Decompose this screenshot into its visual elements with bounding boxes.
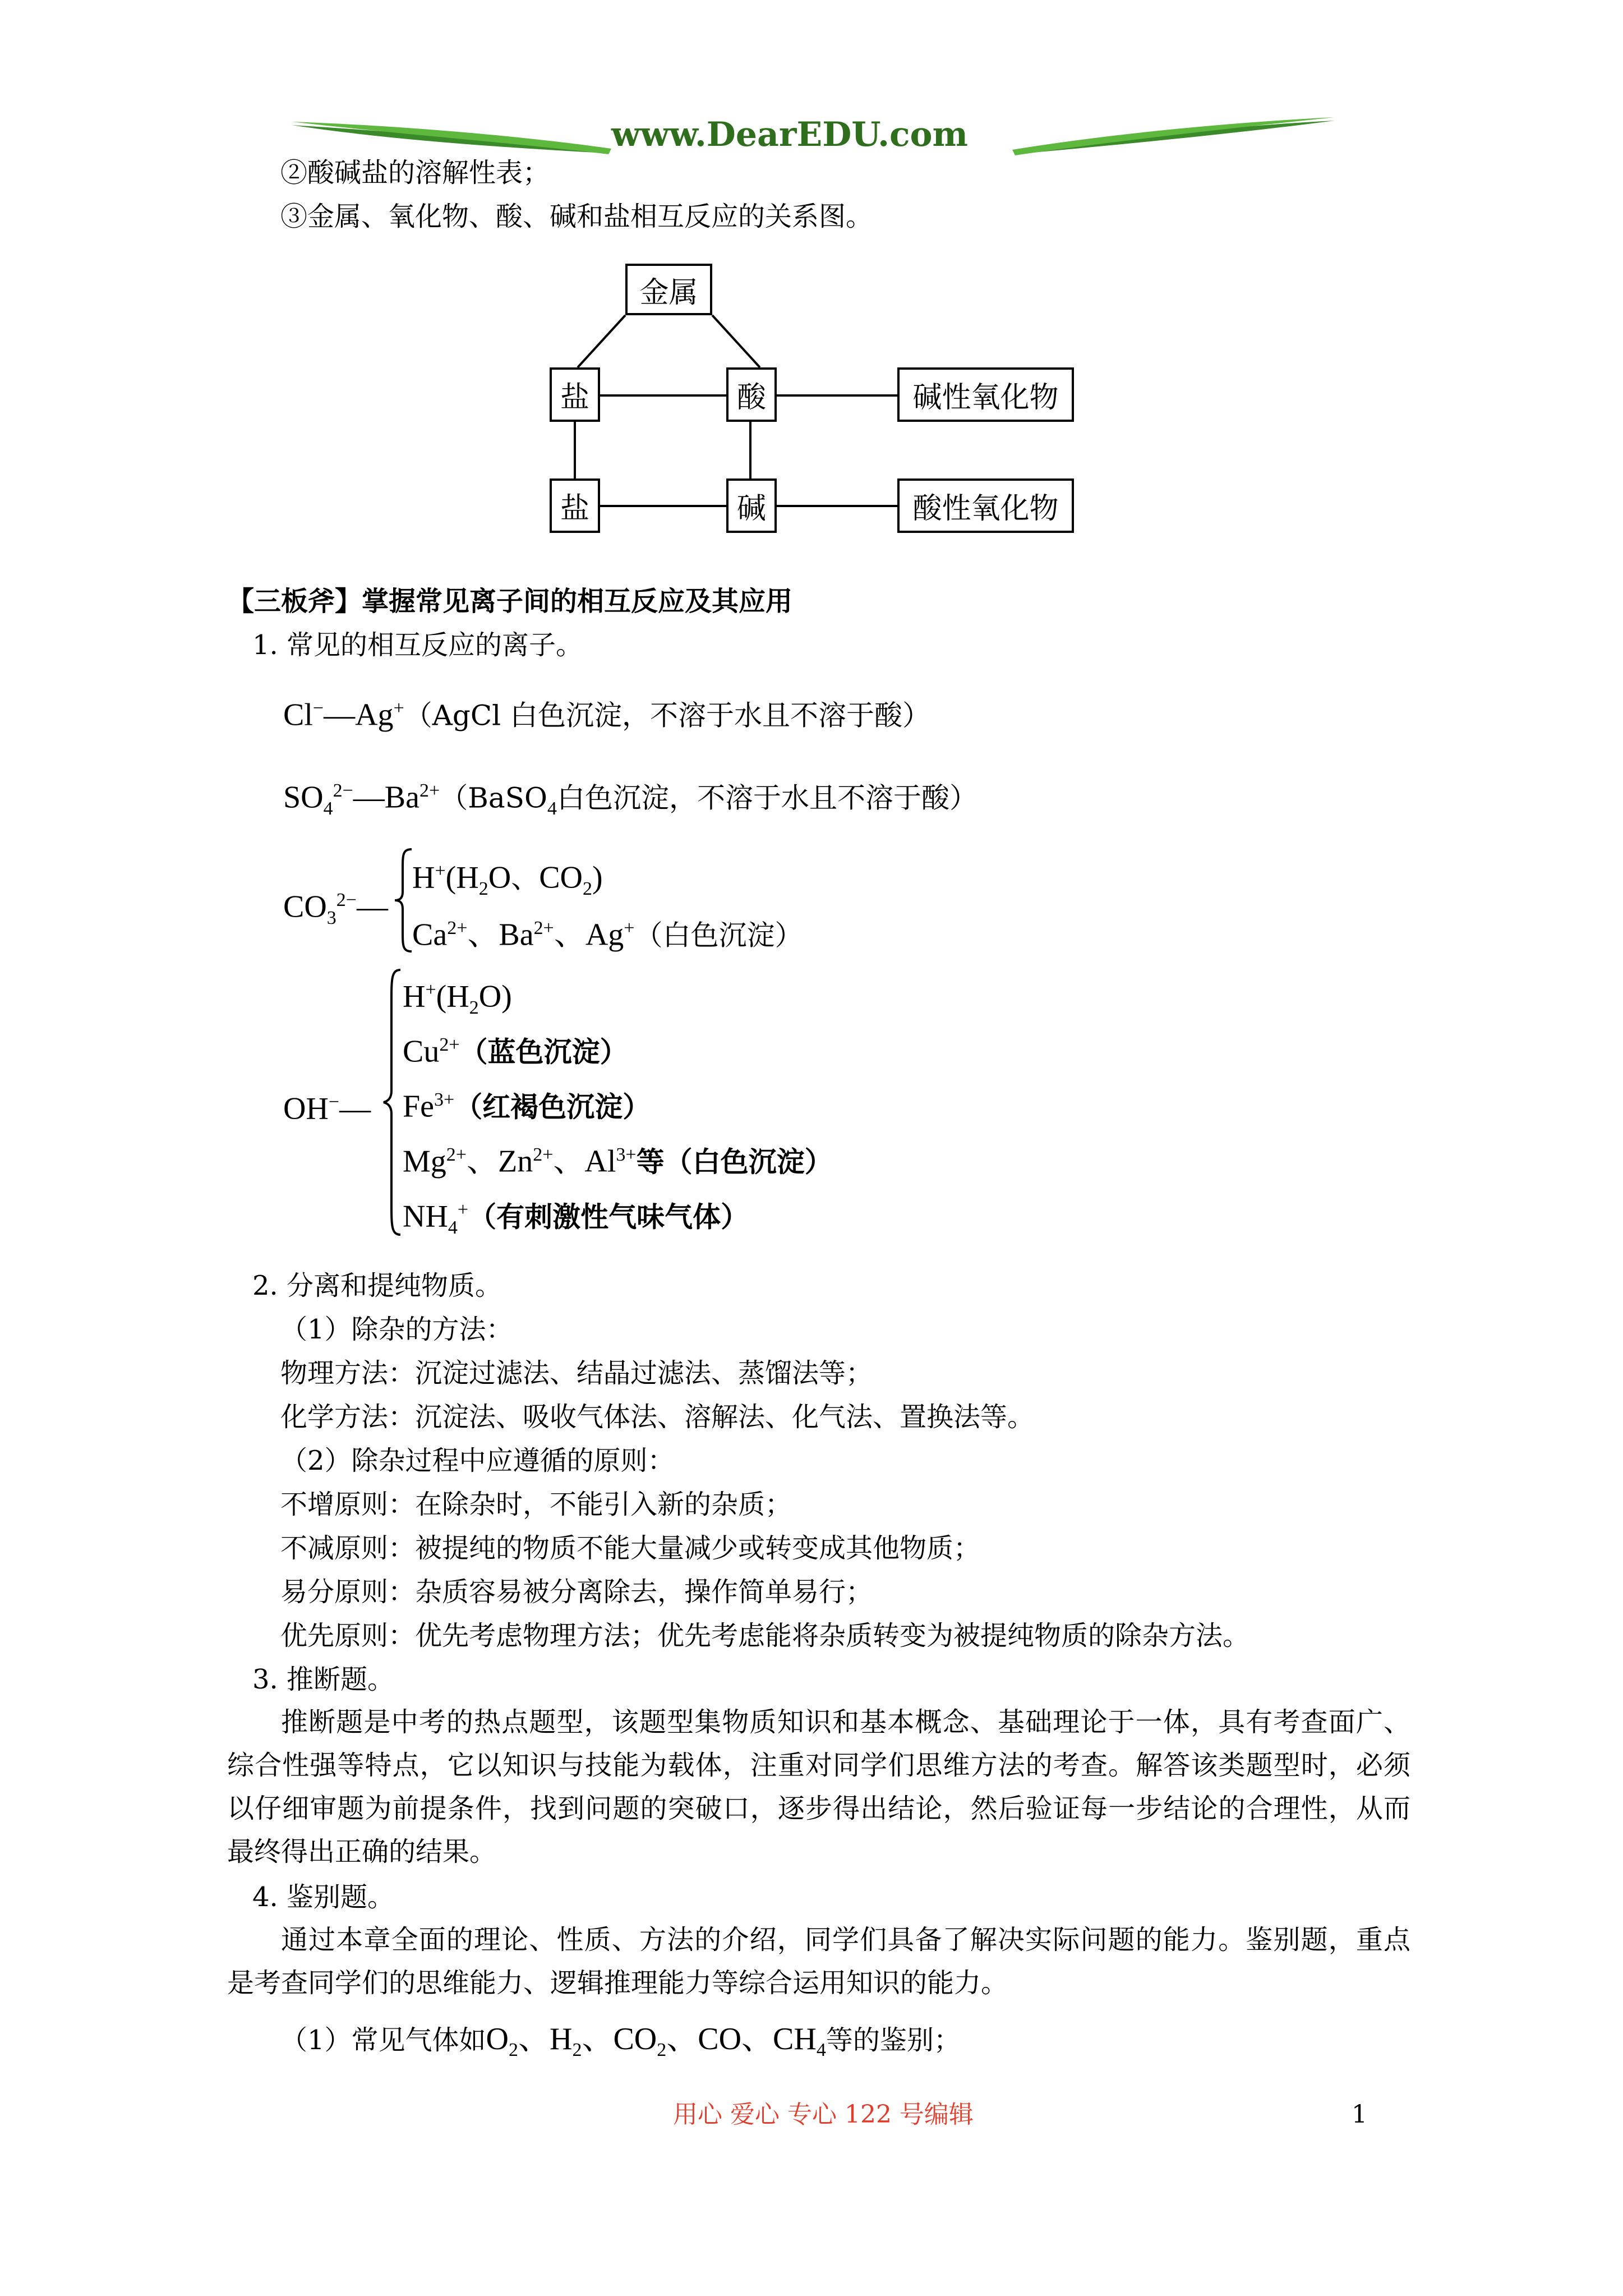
item-2-line-4: （2）除杂过程中应遵循的原则： [280, 1445, 675, 1476]
item-2-line-6: 不减原则：被提纯的物质不能大量减少或转变成其他物质； [280, 1533, 981, 1564]
gas-line: （1）常见气体如$O_2$、$H_2$、$CO_2$、CO、$CH_4$等的鉴别； [280, 2022, 961, 2061]
item-4-heading: 4. 鉴别题。 [252, 1881, 395, 1913]
formula-oh-ion: OH−— [283, 1091, 371, 1126]
oh-line-mg: $Mg^{2+}$、$Zn^{2+}$、$Al^{3+}$等（白色沉淀） [403, 1144, 833, 1179]
item-2-line-7: 易分原则：杂质容易被分离除去，操作简单易行； [280, 1576, 873, 1608]
so4-ba-note-a: （BaSO [440, 781, 547, 815]
formula-co3-ion: $CO_3^{2-}—$ [283, 889, 388, 928]
oh-brace [381, 968, 404, 1237]
oh-line-fe: $Fe^{3+}$（红褐色沉淀） [403, 1089, 651, 1124]
oh-line-cu: $Cu^{2+}$（蓝色沉淀） [403, 1034, 628, 1069]
page-number: 1 [1352, 2100, 1367, 2129]
relationship-diagram-lines [0, 0, 1623, 561]
gas-prefix: （1）常见气体如 [280, 2024, 486, 2056]
formula-cl-ag: Cl−—Ag+（AgCl 白色沉淀，不溶于水且不溶于酸） [283, 697, 931, 733]
so4-ba-note-b: 白色沉淀，不溶于水且不溶于酸） [556, 781, 978, 815]
oh-nh4-note: （有刺激性气味气体） [468, 1200, 749, 1234]
item-3-heading: 3. 推断题。 [252, 1664, 395, 1695]
diagram-acid-box: 酸 [726, 367, 777, 422]
item-2-line-5: 不增原则：在除杂时，不能引入新的杂质； [280, 1489, 792, 1520]
item-4-paragraph: 通过本章全面的理论、性质、方法的介绍，同学们具备了解决实际问题的能力。鉴别题，重点是考查同学们的思维能力、逻辑推理能力等综合运用知识的能力。 [227, 1924, 1410, 1999]
oh-line-h: $H^+(H_2O)$ [403, 979, 512, 1018]
diagram-acidic-oxide-box: 酸性氧化物 [897, 478, 1074, 533]
co3-line-a: $H^+(H_2O$、$CO_2$) [412, 860, 603, 899]
co3-line-b: $Ca^{2+}$、$Ba^{2+}$、Ag+（白色沉淀） [412, 917, 803, 953]
diagram-salt-top-box: 盐 [550, 367, 600, 422]
item-2-line-8: 优先原则：优先考虑物理方法；优先考虑能将杂质转变为被提纯物质的除杂方法。 [280, 1620, 1250, 1651]
item-1-heading: 1. 常见的相互反应的离子。 [252, 629, 583, 661]
oh-mg-note: 等（白色沉淀） [636, 1145, 833, 1179]
footer-text: 用心 爱心 专心 122 号编辑 [673, 2100, 974, 2129]
oh-fe-note: （红褐色沉淀） [454, 1090, 651, 1124]
item-2-line-2: 物理方法：沉淀过滤法、结晶过滤法、蒸馏法等； [280, 1358, 873, 1389]
co3-line-a-sep: 、 [511, 862, 540, 895]
oh-cu-note: （蓝色沉淀） [459, 1035, 628, 1069]
item-3-paragraph: 推断题是中考的热点题型，该题型集物质知识和基本概念、基础理论于一体，具有考查面广、综合性强等特点，它以知识与技能为载体，注重对同学们思维方法的考查。解答该类题型时，必须以仔细审题为前提条件，找到问题的突破口，逐步得出结论，然后验证每一步结论的合理性，从而最终得出正确的结果。 [227, 1706, 1410, 1867]
diagram-base-box: 碱 [726, 478, 777, 533]
intro-line-1: ②酸碱盐的溶解性表； [280, 157, 550, 188]
co3-brace [393, 847, 415, 954]
gas-suffix: 等的鉴别； [826, 2024, 961, 2056]
co3-line-b-note: （白色沉淀） [634, 919, 803, 952]
diagram-salt-bottom-box: 盐 [550, 478, 600, 533]
diagram-metal-box: 金属 [625, 264, 712, 315]
oh-line-nh4: $NH_4^+$（有刺激性气味气体） [403, 1199, 749, 1238]
item-2-line-1: （1）除杂的方法： [280, 1314, 513, 1345]
diagram-basic-oxide-box: 碱性氧化物 [897, 367, 1074, 422]
formula-so4-ba: $SO_4^{2-}—Ba^{2+}(BaSO_4$白色沉淀，不溶于水且不溶于酸） [283, 780, 978, 819]
item-2-heading: 2. 分离和提纯物质。 [252, 1270, 502, 1301]
item-2-line-3: 化学方法：沉淀法、吸收气体法、溶解法、化气法、置换法等。 [280, 1401, 1035, 1433]
section-title: 【三板斧】掌握常见离子间的相互反应及其应用 [227, 586, 793, 617]
intro-line-2: ③金属、氧化物、酸、碱和盐相互反应的关系图。 [280, 201, 873, 232]
cl-ag-note: （AgCl 白色沉淀，不溶于水且不溶于酸） [404, 699, 931, 732]
site-logo: www.DearEDU.com [611, 115, 969, 154]
